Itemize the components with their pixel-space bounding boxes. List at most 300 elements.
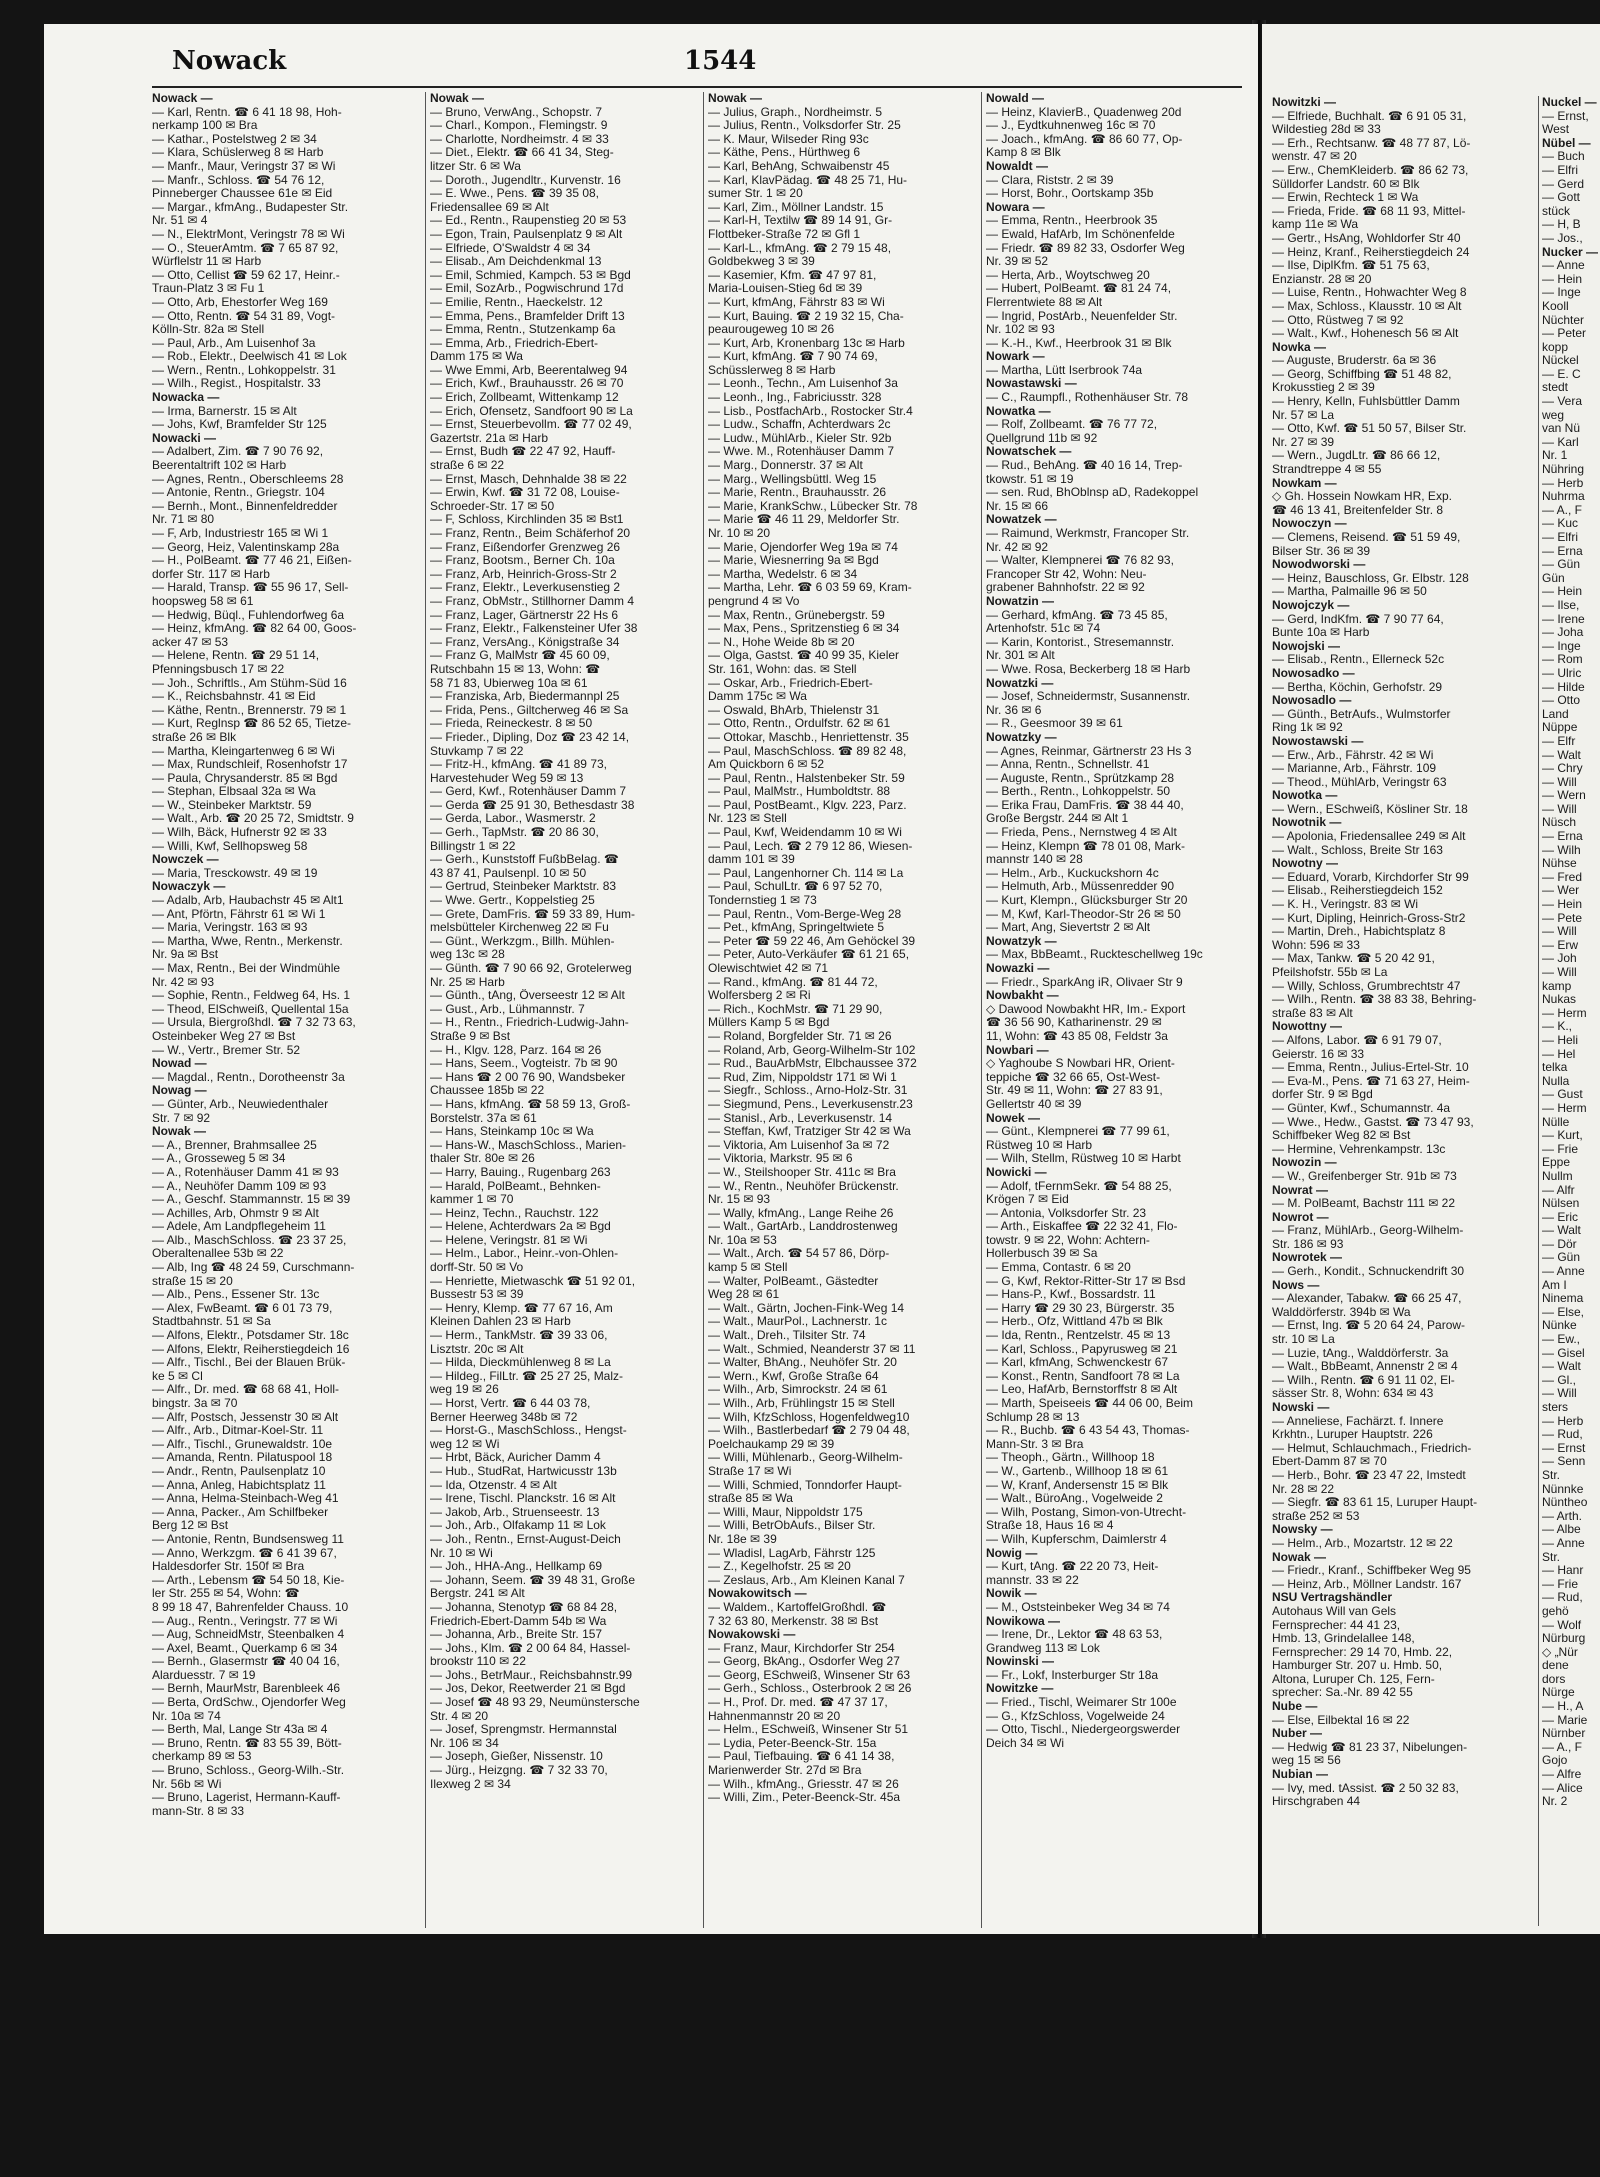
surname-heading: Nowacka — (152, 391, 220, 405)
directory-entry: Nr. 51 ✉ 4 (152, 214, 208, 228)
directory-entry: — Marie, KrankSchw., Lübecker Str. 78 (708, 499, 918, 513)
directory-entry: — Josef, Sprengmstr. Hermannstal (430, 1723, 617, 1737)
directory-entry: — Berta, OrdSchw., Ojendorfer Weg (152, 1696, 346, 1710)
directory-entry: — Wwe. M., Rotenhäuser Damm 7 (708, 445, 895, 459)
directory-entry: — Pete (1542, 911, 1583, 925)
directory-entry: Nr. 9a ✉ Bst (152, 948, 219, 962)
directory-entry: — Karl-L., kfmAng. ☎ 2 79 15 48, (708, 241, 892, 255)
directory-entry: — Erna (1542, 830, 1583, 844)
directory-entry: — Anno, Werkzgm. ☎ 6 41 39 67, (152, 1546, 337, 1560)
directory-entry: — Gerd (1542, 177, 1585, 191)
directory-entry: — Arth. (1542, 1509, 1583, 1523)
surname-heading: Nowara — (986, 200, 1045, 214)
directory-entry: ◇ Gh. Hossein Nowkam HR, Exp. (1272, 490, 1452, 504)
directory-entry: teppiche ☎ 32 66 65, Ost-West- (986, 1070, 1161, 1084)
directory-entry: — Erw (1542, 938, 1578, 952)
directory-entry: — Inge (1542, 639, 1581, 653)
directory-entry: telka (1542, 1061, 1568, 1075)
directory-entry: — Roland, Arb, Georg-Wilhelm-Str 102 (708, 1043, 916, 1057)
directory-entry: — Antonie, Rentn, Bundsensweg 11 (152, 1532, 344, 1546)
directory-entry: — Berth., Rentn., Lohkoppelstr. 50 (986, 785, 1171, 799)
surname-heading: Nowitzke — (986, 1682, 1054, 1696)
directory-entry: — Otto (1542, 694, 1581, 708)
directory-entry: — Waldem., KartoffelGroßhdl. ☎ (708, 1600, 887, 1614)
directory-entry: — Karl, BehAng, Schwaibenstr 45 (708, 159, 890, 173)
directory-entry: — Charl., Kompon., Flemingstr. 9 (430, 119, 608, 133)
directory-entry: — Fred (1542, 870, 1583, 884)
directory-entry: Str. 161, Wohn: das. ✉ Stell (708, 662, 857, 676)
directory-entry: — Apolonia, Friedensallee 249 ✉ Alt (1272, 830, 1466, 844)
directory-entry: Nr. 10 ✉ 20 (708, 527, 771, 540)
directory-entry: str. 10 ✉ La (1272, 1333, 1335, 1347)
directory-entry: — Oswald, BhArb, Thielenstr 31 (708, 703, 880, 717)
directory-entry: — Hilda, Dieckmühlenweg 8 ✉ La (430, 1356, 611, 1370)
directory-entry: — Will (1542, 1387, 1577, 1401)
directory-entry: Str. 7 ✉ 92 (152, 1111, 211, 1125)
directory-entry: — R., Buchb. ☎ 6 43 54 43, Thomas- (986, 1424, 1190, 1438)
directory-entry: weg 15 ✉ 56 (1272, 1754, 1341, 1768)
directory-entry: — Wilh, KfzSchloss, Hogenfeldweg10 (708, 1410, 910, 1424)
directory-entry: — Jürg., Heizgng. ☎ 7 32 33 70, (430, 1764, 608, 1778)
surname-heading: Nowotnik — (1272, 816, 1342, 830)
directory-entry: kamp (1542, 979, 1572, 993)
directory-entry: — Wilh, Stellm, Rüstweg 10 ✉ Harbt (986, 1152, 1181, 1166)
directory-entry: Nünke (1542, 1319, 1577, 1333)
directory-entry: Geierstr. 16 ✉ 33 (1272, 1047, 1365, 1061)
directory-entry: — Herm (1542, 1006, 1587, 1020)
directory-entry: — Walter, Klempnerei ☎ 76 82 93, (986, 554, 1174, 568)
directory-entry: — Walt., Arb. ☎ 20 25 72, Smidtstr. 9 (152, 812, 354, 826)
directory-entry: ◇ Yaghoube S Nowbari HR, Orient- (986, 1057, 1175, 1071)
surname-heading: Nowozin — (1272, 1156, 1337, 1170)
directory-entry: — Walt., GartArb., Landdrostenweg (708, 1220, 898, 1234)
directory-entry: ◇ „Nür (1542, 1645, 1578, 1659)
directory-entry: — H., A (1542, 1700, 1584, 1714)
directory-entry: — Martin, Dreh., Habichtsplatz 8 (1272, 925, 1446, 939)
directory-entry: Bergstr. 241 ✉ Alt (430, 1587, 525, 1601)
directory-column-3 (708, 92, 976, 1928)
directory-entry: sprecher: Sa.-Nr. 89 42 55 (1272, 1686, 1413, 1700)
directory-entry: — Gl., (1542, 1373, 1577, 1387)
directory-entry: — Fritz-H., kfmAng. ☎ 41 89 73, (430, 758, 607, 772)
directory-entry: — Paul, Langenhorner Ch. 114 ✉ La (708, 866, 904, 880)
directory-entry: — Max, Tankw. ☎ 5 20 42 91, (1272, 952, 1435, 966)
directory-entry: — W., Greifenberger Str. 91b ✉ 73 (1272, 1169, 1457, 1183)
directory-entry: — Heinz, Arb., Möllner Landstr. 167 (1272, 1577, 1462, 1591)
directory-entry: bingstr. 3a ✉ 70 (152, 1397, 238, 1410)
directory-entry: — W., Rentn., Neuhöfer Brückenstr. (708, 1179, 899, 1193)
directory-entry: weg 19 ✉ 26 (430, 1383, 499, 1397)
directory-entry: mannstr 140 ✉ 28 (986, 853, 1083, 867)
directory-column-4 (986, 92, 1254, 1928)
directory-entry: — Margar., kfmAng., Budapester Str. (152, 200, 349, 214)
directory-entry: — Theoph., Gärtn., Willhoop 18 (986, 1451, 1155, 1465)
directory-entry: — Hubert, PolBeamt. ☎ 81 24 74, (986, 282, 1172, 296)
directory-entry: — Wwe Emmi, Arb, Beerentalweg 94 (430, 363, 628, 377)
directory-entry: — Ernst, Masch, Dehnhalde 38 ✉ 22 (430, 472, 627, 486)
directory-entry: — Gerda ☎ 25 91 30, Bethesdastr 38 (430, 798, 635, 812)
directory-entry: — Gün (1542, 1251, 1581, 1265)
directory-entry: Enzianstr. 28 ✉ 20 (1272, 272, 1372, 286)
directory-entry: Bunte 10a ✉ Harb (1272, 626, 1370, 640)
directory-entry: Krokusstieg 2 ✉ 39 (1272, 381, 1375, 395)
directory-entry: Nülsen (1542, 1197, 1580, 1211)
directory-entry: — A., F (1542, 503, 1583, 517)
directory-entry: — Diet., Elektr. ☎ 66 41 34, Steg- (430, 146, 614, 160)
directory-entry: Nr. 39 ✉ 52 (986, 255, 1049, 269)
directory-entry: Nr. 10a ✉ 74 (152, 1709, 221, 1723)
directory-entry: Friedrich-Ebert-Damm 54b ✉ Wa (430, 1614, 607, 1628)
surname-heading: Nowotka — (1272, 789, 1338, 803)
directory-entry: — Elisab., Reiherstiegdeich 152 (1272, 884, 1443, 898)
directory-entry: — Georg, ESchweiß, Winsener Str 63 (708, 1668, 911, 1682)
directory-entry: — A., Rotenhäuser Damm 41 ✉ 93 (152, 1165, 339, 1179)
directory-entry: Wildestieg 28d ✉ 33 (1272, 123, 1381, 137)
surname-heading: Nowikowa — (986, 1614, 1061, 1628)
directory-entry: — Helmuth, Arb., Müssenredder 90 (986, 880, 1175, 894)
directory-entry: — Elfriede, Buchhalt. ☎ 6 91 05 31, (1272, 109, 1467, 123)
column-divider (703, 92, 704, 1928)
directory-entry: Nr. 2 (1542, 1795, 1568, 1809)
directory-entry: — Erich, Kwf., Brauhausstr. 26 ✉ 70 (430, 377, 624, 391)
directory-entry: Deich 34 ✉ Wi (986, 1736, 1065, 1750)
directory-entry: dorfer Str. 9 ✉ Bgd (1272, 1088, 1373, 1102)
directory-entry: — Theod., MühlArb, Veringstr 63 (1272, 775, 1447, 789)
directory-entry: — Ernst, (1542, 109, 1589, 123)
directory-column-1 (152, 92, 420, 1928)
directory-entry: — Paula, Chrysanderstr. 85 ✉ Bgd (152, 771, 338, 785)
directory-entry: — Max, Rundschleif, Rosenhofstr 17 (152, 758, 348, 772)
directory-entry: — Harry ☎ 29 30 23, Bürgerstr. 35 (986, 1301, 1175, 1315)
directory-entry: Nr. 10 ✉ Wi (430, 1546, 493, 1560)
directory-entry: Nr. 27 ✉ 39 (1272, 435, 1335, 449)
directory-entry: — Paul, MaschSchloss. ☎ 89 82 48, (708, 744, 907, 758)
directory-entry: — Adolf, tFernmSekr. ☎ 54 88 25, (986, 1179, 1172, 1193)
directory-entry: — Erich, Zollbeamt, Wittenkamp 12 (430, 391, 619, 405)
directory-entry: Bilser Str. 36 ✉ 39 (1272, 544, 1371, 558)
directory-entry: — Jos, Dekor, Reetwerder 21 ✉ Bgd (430, 1682, 626, 1696)
surname-heading: Nowatzin — (986, 594, 1054, 608)
directory-entry: — Konst., Rentn, Sandfoort 78 ✉ La (986, 1369, 1180, 1383)
surname-heading: Nowoczyn — (1272, 517, 1347, 531)
directory-entry: — Ludw., Schaffn, Achterdwars 2c (708, 418, 891, 432)
directory-entry: West (1542, 123, 1570, 137)
directory-entry: — Bruno, Lagerist, Hermann-Kauff- (152, 1791, 341, 1805)
directory-entry: — Kurt, Dipling, Heinrich-Gross-Str2 (1272, 911, 1466, 925)
directory-entry: Straße 9 ✉ Bst (430, 1029, 511, 1043)
directory-entry: — Max, Rentn., Bei der Windmühle (152, 962, 341, 975)
directory-entry: — C., Raumpfl., Rothenhäuser Str. 78 (986, 391, 1189, 405)
directory-entry: — Paul, SchulLtr. ☎ 6 97 52 70, (708, 880, 883, 894)
directory-entry: — Otto, Rüstweg 7 ✉ 92 (1272, 313, 1404, 327)
directory-entry: — Helene, Achterdwars 2a ✉ Bgd (430, 1220, 611, 1234)
directory-entry: — Walt., Schmied, Neanderstr 37 ✉ 11 (708, 1342, 916, 1356)
directory-entry: — Alice (1542, 1781, 1583, 1795)
directory-entry: Gellertstr 40 ✉ 39 (986, 1097, 1082, 1111)
directory-entry: weg (1542, 408, 1565, 422)
directory-entry: — Ottokar, Maschb., Henriettenstr. 35 (708, 730, 909, 744)
directory-entry: — Willi, Schmied, Tonndorfer Haupt- (708, 1478, 902, 1492)
directory-entry: damm 101 ✉ 39 (708, 853, 795, 867)
directory-entry: — Frieda, Reineckestr. 8 ✉ 50 (430, 717, 593, 731)
directory-entry: — Hedwig, Büql., Fuhlendorfweg 6a (152, 608, 345, 622)
directory-entry: — Franz, Elektr., Leverkusenstieg 2 (430, 581, 621, 595)
directory-entry: — Helm., Labor., Heinr.-von-Ohlen- (430, 1247, 619, 1261)
directory-entry: — Irene (1542, 612, 1585, 626)
directory-entry: — Ulric (1542, 666, 1582, 680)
directory-entry: — Ilse, DiplKfm. ☎ 51 75 63, (1272, 259, 1430, 273)
directory-entry: — Gerh., TapMstr. ☎ 20 86 30, (430, 826, 599, 840)
directory-entry: melsbütteler Kirchenweg 22 ✉ Fu (430, 921, 609, 935)
surname-heading: Nowosadlo — (1272, 694, 1352, 708)
directory-entry: Müllers Kamp 5 ✉ Bgd (708, 1016, 830, 1030)
directory-entry: — Wilh., Regist., Hospitalstr. 33 (152, 377, 321, 391)
surname-heading: Nowakowitsch — (708, 1587, 807, 1601)
directory-entry: — Anneliese, Fachärzt. f. Innere (1272, 1414, 1444, 1428)
directory-entry: Nüntheo (1542, 1496, 1588, 1510)
directory-entry: — Martha, Wwe, Rentn., Merkenstr. (152, 934, 343, 948)
directory-entry: Hahnenmannstr 20 ✉ 20 (708, 1709, 841, 1723)
directory-entry: — H, B (1542, 218, 1581, 232)
directory-entry: — M, Kwf, Karl-Theodor-Str 26 ✉ 50 (986, 907, 1181, 921)
directory-entry: — Erwin, Kwf. ☎ 31 72 08, Louise- (430, 486, 620, 500)
directory-entry: — Franz, Lager, Gärtnerstr 22 Hs 6 (430, 608, 619, 622)
directory-entry: Rüstweg 10 ✉ Harb (986, 1138, 1093, 1152)
surname-heading: Nowatzek — (986, 513, 1057, 527)
directory-entry: — Joh., Arb., Olfakamp 11 ✉ Lok (430, 1519, 606, 1533)
directory-entry: — Herb., Ofz, Wittland 47b ✉ Blk (986, 1315, 1163, 1329)
directory-entry: Nr. 123 ✉ Stell (708, 812, 787, 826)
directory-entry: — Hein (1542, 272, 1583, 286)
directory-entry: — Wer (1542, 884, 1580, 898)
surname-heading: Nowatka — (986, 404, 1051, 418)
directory-entry: Hmb. 13, Grindelallee 148, (1272, 1632, 1415, 1646)
directory-entry: — Franz, ObMstr., Stillhorner Damm 4 (430, 594, 635, 608)
directory-entry: Schlump 28 ✉ 13 (986, 1410, 1080, 1424)
surname-heading: Nowicki — (986, 1165, 1047, 1179)
directory-entry: — Friedr., SparkAng iR, Olivaer Str 9 (986, 975, 1183, 989)
directory-entry: — N., Hohe Weide 8b ✉ 20 (708, 635, 855, 649)
directory-entry: — Ewald, HafArb, Im Schönenfelde (986, 227, 1175, 241)
directory-entry: — Bruno, Schloss., Georg-Wilh.-Str. (152, 1764, 345, 1778)
directory-entry: — Walt (1542, 748, 1581, 762)
directory-entry: — Gerd, Kwf., Rotenhäuser Damm 7 (430, 785, 627, 799)
directory-entry: — Manfr., Schloss. ☎ 54 76 12, (152, 173, 325, 187)
directory-entry: Pfenningsbusch 17 ✉ 22 (152, 662, 285, 676)
directory-entry: straße 26 ✉ Blk (152, 730, 237, 744)
directory-entry: — Heinz, Techn., Rauchstr. 122 (430, 1206, 599, 1220)
directory-entry: — Harald, PolBeamt., Behnken- (430, 1179, 601, 1193)
surname-heading: Nowag — (152, 1084, 207, 1098)
directory-entry: — Paul, MalMstr., Humboldtstr. 88 (708, 785, 891, 799)
directory-entry: — Ilse, (1542, 598, 1580, 612)
directory-entry: Krögen 7 ✉ Eid (986, 1193, 1069, 1207)
directory-entry: — Walt., Dreh., Tilsiter Str. 74 (708, 1329, 866, 1343)
directory-entry: Weg 28 ✉ 61 (708, 1288, 780, 1302)
directory-entry: — Helm., Arb., Mozartstr. 12 ✉ 22 (1272, 1536, 1453, 1550)
directory-entry: towstr. 9 ✉ 22, Wohn: Achtern- (986, 1233, 1150, 1247)
directory-entry: — Hans-P., Kwf., Bossardstr. 11 (986, 1288, 1156, 1302)
surname-heading: Nowodworski — (1272, 558, 1366, 572)
directory-entry: — Marie, Wiesnerring 9a ✉ Bgd (708, 554, 879, 568)
directory-entry: — Karl, Zim., Möllner Landstr. 15 (708, 200, 884, 214)
directory-entry: — H., Prof. Dr. med. ☎ 47 37 17, (708, 1696, 888, 1710)
directory-entry: — Heli (1542, 1033, 1579, 1047)
directory-entry: — Josef ☎ 48 93 29, Neumünstersche (430, 1696, 640, 1710)
directory-entry: — Arth., Lebensm ☎ 54 50 18, Kie- (152, 1573, 345, 1587)
directory-entry: pengrund 4 ✉ Vo (708, 594, 800, 608)
directory-entry: — Buch (1542, 150, 1585, 164)
directory-entry: Artenhofstr. 51c ✉ 74 (986, 622, 1101, 636)
directory-entry: — Ew., (1542, 1333, 1581, 1347)
directory-entry: — Kurt, (1542, 1129, 1583, 1143)
directory-entry: 43 87 41, Paulsenpl. 10 ✉ 50 (430, 866, 587, 880)
directory-entry: Wohn: 596 ✉ 33 (1272, 938, 1360, 952)
surname-heading: Nowrot — (1272, 1210, 1329, 1224)
directory-entry: Nülle (1542, 1115, 1570, 1129)
surname-heading: Nowatzky — (986, 730, 1057, 744)
directory-entry: — Jos., (1542, 231, 1583, 245)
directory-entry: — Wilh., Arb, Frühlingstr 15 ✉ Stell (708, 1397, 895, 1410)
surname-heading: Nowosadko — (1272, 666, 1355, 680)
directory-entry: — sen. Rud, BhOblnsp aD, Radekoppel (986, 486, 1199, 500)
directory-entry: Bussestr 53 ✉ 39 (430, 1288, 524, 1302)
directory-entry: — Johs., Klm. ☎ 2 00 64 84, Hassel- (430, 1641, 631, 1655)
surname-heading: Nowinski — (986, 1655, 1055, 1669)
directory-entry: — Willi, Zim., Peter-Beenck-Str. 45a (708, 1791, 901, 1805)
directory-entry: — E. C (1542, 367, 1581, 381)
directory-entry: thaler Str. 80e ✉ 26 (430, 1152, 535, 1166)
directory-entry: — Wilh., Rentn. ☎ 38 83 38, Behring- (1272, 993, 1477, 1007)
directory-entry: — Karl, KlavPädag. ☎ 48 25 71, Hu- (708, 173, 908, 187)
directory-entry: — Gerh., Kunststoff FußbBelag. ☎ (430, 853, 619, 867)
directory-entry: ◇ Dawood Nowbakht HR, Im.- Export (986, 1002, 1186, 1016)
directory-entry: — Clara, Riststr. 2 ✉ 39 (986, 173, 1114, 187)
directory-entry: — Siegfr. ☎ 83 61 15, Luruper Haupt- (1272, 1496, 1478, 1510)
directory-entry: Goldbekweg 3 ✉ 39 (708, 255, 815, 269)
directory-entry: Billingstr 1 ✉ 22 (430, 839, 516, 853)
directory-entry: Fernsprecher: 29 14 70, Hmb. 22, (1272, 1645, 1453, 1659)
directory-entry: — Senn (1542, 1455, 1586, 1469)
directory-entry: — Anna, Anleg, Habichtsplatz 11 (152, 1478, 326, 1492)
directory-entry: — Peter ☎ 59 22 46, Am Gehöckel 39 (708, 934, 916, 948)
directory-entry: nerkamp 100 ✉ Bra (152, 119, 258, 133)
directory-entry: — H., Klgv. 128, Parz. 164 ✉ 26 (430, 1043, 602, 1057)
directory-entry: — Erw., Arb., Fährstr. 42 ✉ Wi (1272, 748, 1434, 762)
directory-entry: Nühse (1542, 857, 1577, 871)
directory-entry: — Erna (1542, 544, 1583, 558)
directory-entry: — Martha, Lehr. ☎ 6 03 59 69, Kram- (708, 581, 912, 595)
directory-entry: — Stephan, Elbsaal 32a ✉ Wa (152, 785, 316, 799)
directory-entry: — Mart, Ang, Sievertstr 2 ✉ Alt (986, 921, 1151, 935)
directory-entry: Nukas (1542, 993, 1577, 1007)
directory-entry: Altona, Luruper Ch. 125, Fern- (1272, 1672, 1435, 1686)
directory-entry: — Irene, Dr., Lektor ☎ 48 63 53, (986, 1628, 1163, 1642)
directory-entry: — Paul, Kwf, Weidendamm 10 ✉ Wi (708, 826, 902, 840)
directory-entry: — Joh., Rentn., Ernst-August-Deich (430, 1532, 621, 1546)
directory-entry: Kleinen Dahlen 23 ✉ Harb (430, 1315, 571, 1329)
directory-entry: Eppe (1542, 1156, 1571, 1170)
directory-entry: Olewischtwiet 42 ✉ 71 (708, 962, 829, 975)
directory-entry: — Heinz, KlavierB., Quadenweg 20d (986, 105, 1182, 119)
directory-entry: — Marg., Donnerstr. 37 ✉ Alt (708, 459, 863, 473)
directory-entry: — Leo, HafArb, Bernstorffstr 8 ✉ Alt (986, 1383, 1178, 1397)
surname-heading: Nucker — (1542, 245, 1599, 259)
surname-heading: Nowaczyk — (152, 880, 226, 894)
directory-entry: 58 71 83, Ubierweg 10a ✉ 61 (430, 676, 588, 690)
surname-heading: Nowakowski — (708, 1628, 796, 1642)
directory-entry: — Luzie, tAng., Walddörferstr. 3a (1272, 1346, 1449, 1360)
directory-entry: — Otto, Rentn. ☎ 54 31 89, Vogt- (152, 309, 336, 323)
directory-entry: van Nü (1542, 422, 1581, 436)
directory-entry: — Franz, Elektr., Falkensteiner Ufer 38 (430, 622, 638, 636)
directory-entry: — Dör (1542, 1237, 1577, 1251)
directory-entry: straße 252 ✉ 53 (1272, 1509, 1360, 1523)
directory-entry: Nr. 106 ✉ 34 (430, 1736, 499, 1750)
directory-entry: Nullm (1542, 1169, 1573, 1183)
directory-entry: — Karl, Rentn. ☎ 6 41 18 98, Hoh- (152, 105, 342, 119)
surname-heading: Nowad — (152, 1057, 207, 1071)
directory-entry: peaurougeweg 10 ✉ 26 (708, 323, 835, 337)
directory-entry: — Martha, Kleingartenweg 6 ✉ Wi (152, 744, 335, 758)
directory-entry: — Gün (1542, 558, 1581, 572)
directory-entry: — Kurt, kfmAng. ☎ 7 90 74 69, (708, 350, 878, 364)
directory-entry: straße 15 ✉ 20 (152, 1274, 233, 1288)
directory-entry: — Joach., kfmAng. ☎ 86 60 77, Op- (986, 132, 1183, 146)
directory-entry: Nr. 42 ✉ 92 (986, 540, 1049, 554)
directory-entry: — Eduard, Vorarb, Kirchdorfer Str 99 (1272, 870, 1469, 884)
surname-heading: Nowitzki — (1272, 96, 1337, 109)
directory-entry: — Chry (1542, 762, 1583, 776)
directory-entry: Hamburger Str. 207 u. Hmb. 50, (1272, 1659, 1443, 1673)
directory-entry: Nr. 36 ✉ 6 (986, 703, 1042, 717)
directory-entry: Straße 17 ✉ Wi (708, 1464, 792, 1478)
directory-entry: — Alb., Pens., Essener Str. 13c (152, 1288, 320, 1302)
directory-entry: — Rand., kfmAng. ☎ 81 44 72, (708, 975, 878, 989)
directory-entry: Strandtreppe 4 ✉ 55 (1272, 463, 1382, 477)
directory-entry: Ebert-Damm 87 ✉ 70 (1272, 1455, 1387, 1469)
directory-entry: — Magdal., Rentn., Dorotheenstr 3a (152, 1070, 345, 1084)
surname-heading: Nowatzyk — (986, 934, 1057, 948)
directory-entry: — Gott (1542, 191, 1581, 205)
directory-entry: — Gertr., HsAng, Wohldorfer Str 40 (1272, 231, 1461, 245)
directory-entry: — Inge (1542, 286, 1581, 300)
directory-entry: — Joh (1542, 952, 1577, 966)
directory-entry: Schroeder-Str. 17 ✉ 50 (430, 499, 555, 513)
directory-entry: — Klara, Schüslerweg 8 ✉ Harb (152, 146, 324, 160)
directory-entry: — Adalb, Arb, Haubachstr 45 ✉ Alt1 (152, 894, 344, 908)
directory-entry: — Herm., TankMstr. ☎ 39 33 06, (430, 1329, 608, 1343)
directory-entry: — Anna, Rentn., Schnellstr. 41 (986, 758, 1150, 772)
directory-entry: — Willi, BetrObAufs., Bilser Str. (708, 1519, 876, 1533)
directory-entry: — Alfons, Labor. ☎ 6 91 79 07, (1272, 1033, 1442, 1047)
directory-entry: — Alex, FwBeamt. ☎ 6 01 73 79, (152, 1301, 333, 1315)
directory-entry: — Hans, Seem., Vogteistr. 7b ✉ 90 (430, 1057, 618, 1071)
directory-entry: — M., Oststeinbeker Weg 34 ✉ 74 (986, 1600, 1170, 1614)
directory-entry: Nr. 1 (1542, 449, 1568, 463)
directory-entry: — Hanr (1542, 1564, 1584, 1578)
directory-entry: — Aug, SchneidMstr, Steenbalken 4 (152, 1628, 345, 1642)
directory-entry: — Bernh., Mont., Binnenfeldredder (152, 499, 338, 513)
directory-entry: — R., Geesmoor 39 ✉ 61 (986, 717, 1123, 731)
directory-entry: — Walt., MaurPol., Lachnerstr. 1c (708, 1315, 887, 1329)
directory-entry: — Hilde (1542, 680, 1585, 694)
surname-heading: Nowacki — (152, 431, 217, 445)
surname-heading: Nowald — (986, 92, 1045, 105)
directory-entry: — Steffan, Kwf, Tratziger Str 42 ✉ Wa (708, 1125, 911, 1139)
directory-entry: — Herm (1542, 1101, 1587, 1115)
directory-entry: — Max, Pens., Spritzenstieg 6 ✉ 34 (708, 622, 900, 636)
